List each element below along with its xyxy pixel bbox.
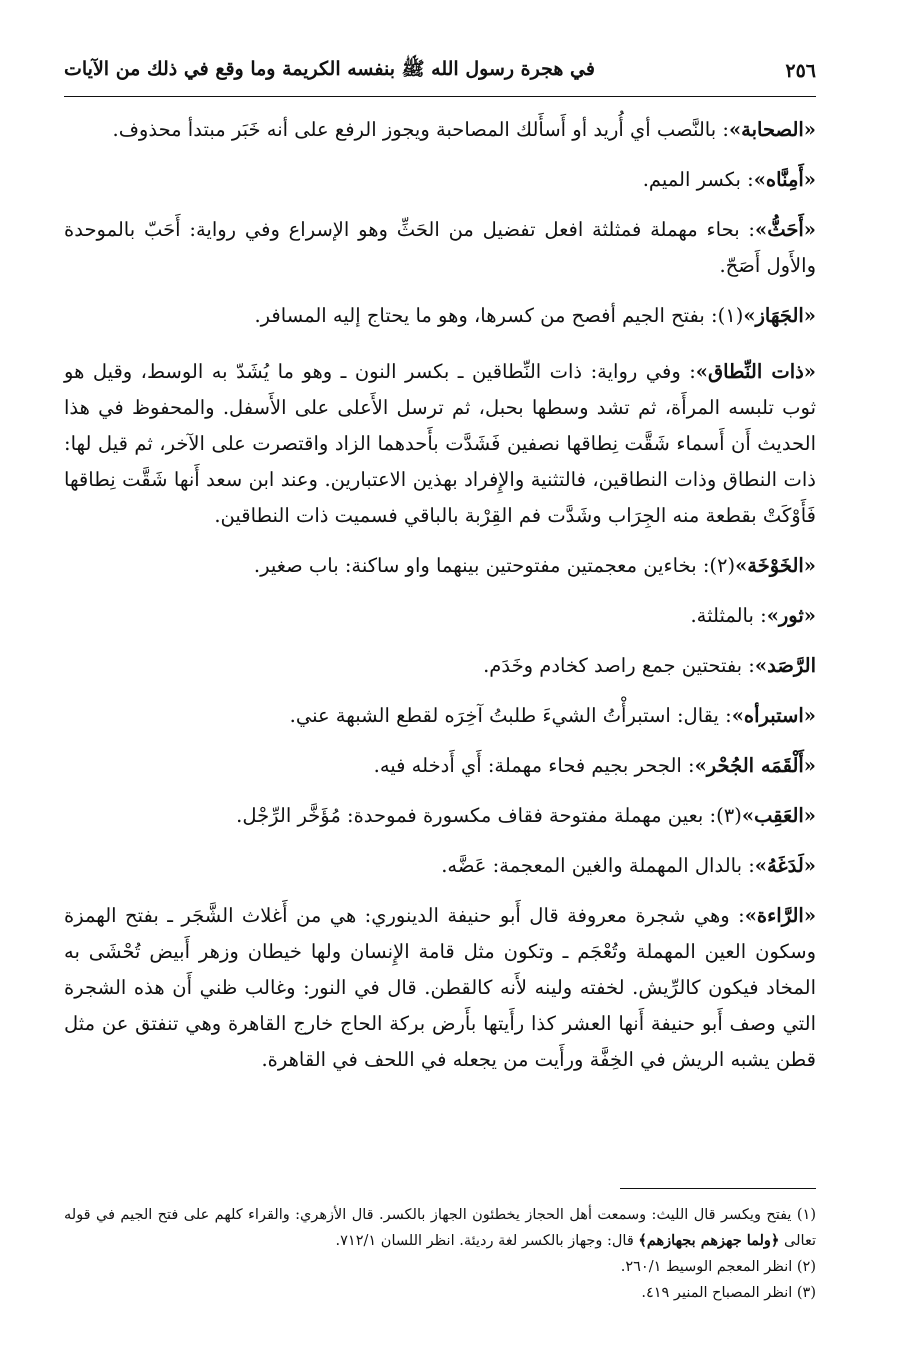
entry-paragraph xyxy=(64,162,816,198)
entry-term: «الجَهَاز» xyxy=(743,304,816,327)
entry-text: : بحاء مهملة فمثلثة افعل تفضيل من الحَثِّ وهو الإسراع وفي رواية: أَحَبّ بالموحدة والأَول أَصَحّ. xyxy=(64,218,816,277)
entry-paragraph xyxy=(64,698,816,734)
footnote-text: (١) يفتح ويكسر قال الليث: وسمعت أهل الحجاز يخطئون الجهاز بالكسر. قال الأزهري: والقراء كلهم على فتح الجيم في قوله تعالى xyxy=(64,1207,816,1249)
footnote xyxy=(64,1280,816,1306)
entry-paragraph xyxy=(64,212,816,284)
footnote xyxy=(64,1202,816,1254)
entry-text: (٢): بخاءين معجمتين مفتوحتين بينهما واو ساكنة: باب صغير. xyxy=(253,554,736,577)
entry-paragraph xyxy=(64,848,816,884)
footnotes xyxy=(64,1202,816,1306)
entry-term: «ذات النِّطاق» xyxy=(695,360,816,383)
entry-paragraph xyxy=(64,548,816,584)
entry-term: «الخَوْخَة» xyxy=(735,554,816,577)
entry-text: (١): بفتح الجيم أفصح من كسرها، وهو ما يحتاج إليه المسافر. xyxy=(254,304,744,327)
header-divider xyxy=(64,96,816,97)
footnote-text: قال: وجهاز بالكسر لغة رديئة. انظر اللسان ٧١٢/١. xyxy=(335,1233,639,1249)
entry-text: : بكسر الميم. xyxy=(642,168,754,191)
entry-paragraph xyxy=(64,748,816,784)
entry-paragraph xyxy=(64,898,816,1078)
entry-term: «الصحابة» xyxy=(728,118,816,141)
running-title: في هجرة رسول الله ﷺ بنفسه الكريمة وما وقع في ذلك من الآيات xyxy=(64,58,595,80)
footnote xyxy=(64,1254,816,1280)
entry-paragraph xyxy=(64,798,816,834)
entry-term: «استبرأه» xyxy=(731,704,816,727)
entry-text: : بالنَّصب أي أُريد أو أَسأَلك المصاحبة ويجوز الرفع على أنه خَبَر مبتدأ محذوف. xyxy=(112,118,729,141)
quran-quote: ﴿ولما جهزهم بجهازهم﴾ xyxy=(638,1232,780,1249)
entry-term: «أَحَثُّ» xyxy=(755,218,816,241)
footnote-divider xyxy=(620,1188,816,1189)
entry-text: : وفي رواية: ذات النِّطاقين ـ بكسر النون ـ وهو ما يُشَدّ به الوسط، وقيل هو ثوب تلبسه المرأَة، ثم تشد وسطها بحبل، ثم ترسل الأَعلى على الأَسفل. والمحفوظ في هذا الحديث أَن أَسماء شَقَّت نِطاقها نصفين فَشَدَّت بأَحدهما الزاد واقتصرت على الآخر، ثم قيل لها: ذات النطاق وذات النطاقين، فالتثنية والإِفراد بهذين الاعتبارين. وعند ابن سعد أَنها شَقَّت نِطاقها فَأَوْكَتْ بقطعة منه الجِرَاب وشَدَّت فم القِرْبة بالباقي فسميت ذات النطاقين. xyxy=(64,360,816,527)
entry-term: «العَقِب» xyxy=(741,804,816,827)
entry-text: : وهي شجرة معروفة قال أَبو حنيفة الدينوري: هي من أَغلاث الشَّجَر ـ بفتح الهمزة وسكون العين المهملة وتُعْجَم ـ وتكون مثل قامة الإِنسان ولها خيطان وزهر أَبيض تُحْشَى به المخاد فيكون كالرِّيش. لخفته ولينه لأَنه كالقطن. قال في النور: وغالب ظني أَن هذه الشجرة التي وصف أَبو حنيفة أَنها العشر كذا رأَيتها بأَرض بركة الحاج خارج القاهرة وهي تنفتق عن مثل قطن يشبه الريش في الخِفَّة ورأَيت من يجعله في اللحف في القاهرة. xyxy=(64,904,816,1071)
entry-text: : يقال: استبرأْتُ الشيءَ طلبتُ آخِرَه لقطع الشبهة عني. xyxy=(289,704,732,727)
entry-term: «أَمِنَّاه» xyxy=(753,168,816,191)
entry-term: الرَّصَد» xyxy=(754,654,816,677)
entry-text: : بالدال المهملة والغين المعجمة: عَضَّه. xyxy=(441,854,755,877)
entry-text: : بالمثلثة. xyxy=(690,604,767,627)
entry-term: «الرَّاءة» xyxy=(744,904,816,927)
main-text xyxy=(64,112,816,1078)
entry-text: : الجحر بجيم فحاء مهملة: أَي أَدخله فيه. xyxy=(373,754,695,777)
footnote-text: (٢) انظر المعجم الوسيط ٢٦٠/١. xyxy=(620,1259,816,1275)
entry-paragraph xyxy=(64,112,816,148)
entry-text: : بفتحتين جمع راصد كخادم وخَدَم. xyxy=(483,654,755,677)
entry-paragraph xyxy=(64,598,816,634)
entry-term: «لَدَغَهُ» xyxy=(754,854,816,877)
entry-term: «ثور» xyxy=(766,604,816,627)
entry-text: (٣): بعين مهملة مفتوحة فقاف مكسورة فموحدة: مُؤَخَّر الرِّجْل. xyxy=(236,804,742,827)
entry-paragraph xyxy=(64,354,816,534)
entry-paragraph xyxy=(64,648,816,684)
entry-paragraph xyxy=(64,298,816,334)
footnote-text: (٣) انظر المصباح المنير ٤١٩. xyxy=(641,1285,816,1301)
entry-term: «أَلْقَمَه الجُحْر» xyxy=(694,754,816,777)
page-number: ٢٥٦ xyxy=(785,60,816,82)
page-header xyxy=(64,54,816,88)
